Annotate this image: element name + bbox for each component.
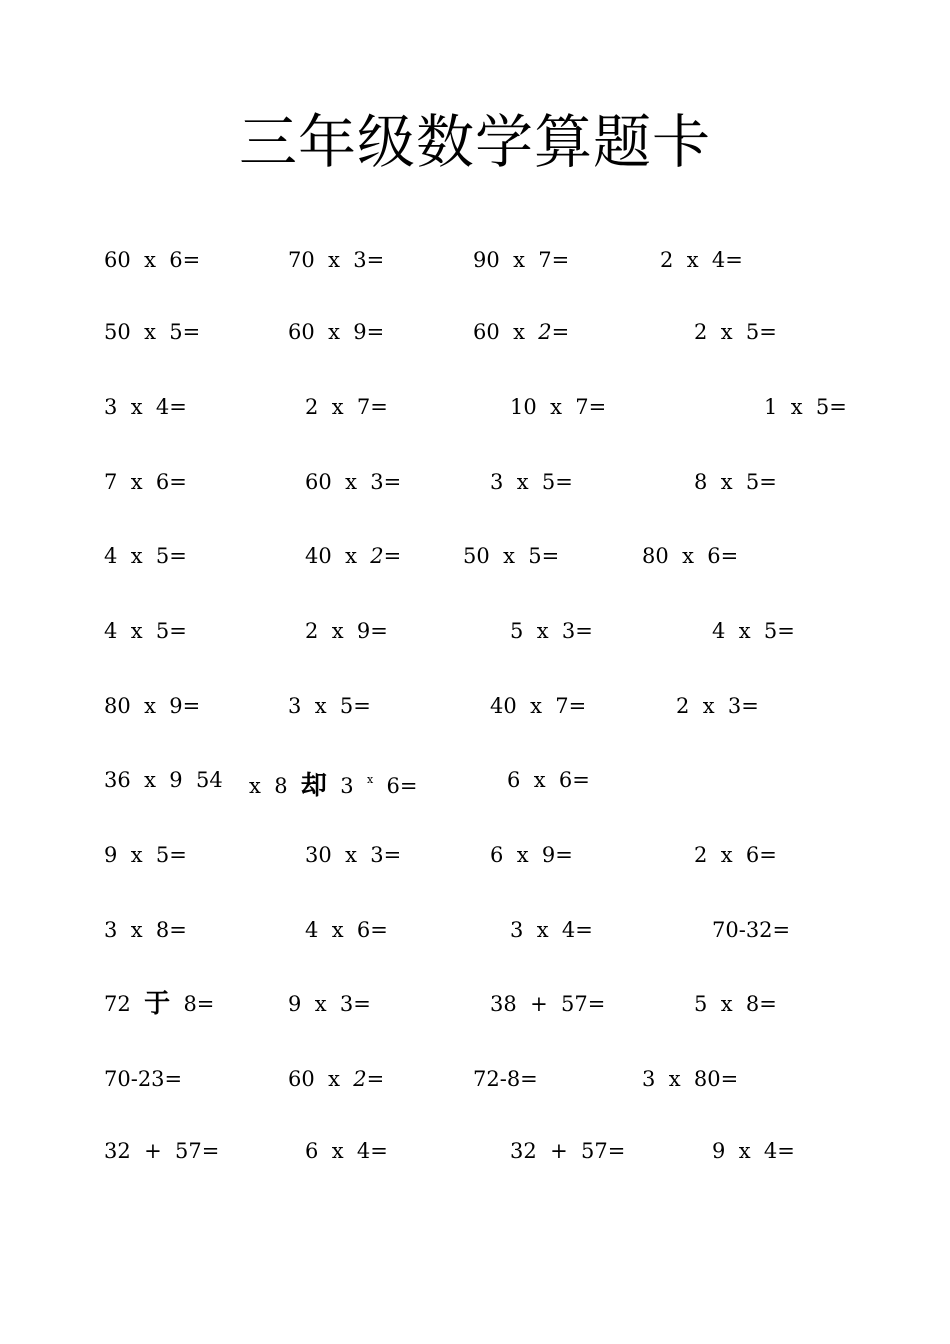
problem: 2 x 7=	[305, 395, 388, 419]
problem: 10 x 7=	[510, 395, 607, 419]
problem: 1 x 5=	[764, 395, 847, 419]
problem: 9 x 4=	[712, 1139, 795, 1163]
problem: 6 x 9=	[490, 843, 573, 867]
problem: 72-8=	[473, 1067, 538, 1091]
problem: 3 x 5=	[490, 470, 573, 494]
problem: 4 x 5=	[104, 619, 187, 643]
problem: 70-23=	[104, 1067, 183, 1091]
problem-text-italic: 2=	[538, 320, 570, 344]
problem: 40 x 7=	[490, 694, 587, 718]
page-title: 三年级数学算题卡	[238, 108, 711, 176]
problem: 4 x 5=	[104, 544, 187, 568]
problem: 90 x 7=	[473, 248, 570, 272]
problem: 60 x 6=	[104, 248, 201, 272]
problem: 80 x 6=	[642, 544, 739, 568]
problem: 70-32=	[712, 918, 791, 942]
problem: 4 x 6=	[305, 918, 388, 942]
problem: 70 x 3=	[288, 248, 385, 272]
problem-text-italic: 2=	[370, 544, 402, 568]
problem: 6 x 4=	[305, 1139, 388, 1163]
problem	[305, 542, 401, 570]
problem: 4 x 5=	[712, 619, 795, 643]
problem-text: 40 x	[305, 544, 371, 568]
problem: 36 x 9 54	[104, 768, 223, 792]
problem: 80 x 9=	[104, 694, 201, 718]
problem-text: 3	[326, 774, 367, 798]
problem: 2 x 3=	[676, 694, 759, 718]
problem	[104, 318, 200, 346]
problem-text: 50 x 5=	[104, 320, 201, 344]
problem: 5 x 3=	[510, 619, 593, 643]
problem: 3 x 80=	[642, 1067, 739, 1091]
problem-text: 8=	[170, 992, 215, 1016]
problem	[473, 318, 569, 346]
problem-glyph: 却	[300, 771, 327, 801]
problem: 32 + 57=	[510, 1139, 626, 1163]
problem: 3 x 4=	[104, 395, 187, 419]
problem-text: 6=	[373, 774, 418, 798]
problem: 2 x 4=	[660, 248, 743, 272]
problem: 60 x 3=	[305, 470, 402, 494]
problem: 7 x 6=	[104, 470, 187, 494]
problem: 6 x 6=	[507, 768, 590, 792]
problem-text: 72	[104, 992, 145, 1016]
problem: 9 x 5=	[104, 843, 187, 867]
problem	[249, 766, 418, 801]
problem: 2 x 9=	[305, 619, 388, 643]
problem-text: 60 x 9=	[288, 320, 385, 344]
problem: 3 x 4=	[510, 918, 593, 942]
problem: 9 x 3=	[288, 992, 371, 1016]
problem-sup: x	[366, 773, 374, 786]
problem-text-italic: 2=	[353, 1067, 385, 1091]
problem: 3 x 8=	[104, 918, 187, 942]
problem	[288, 318, 384, 346]
problem	[288, 1065, 384, 1093]
problem: 5 x 8=	[694, 992, 777, 1016]
problem-text: x 8	[249, 774, 301, 798]
problem: 50 x 5=	[463, 544, 560, 568]
problem: 38 + 57=	[490, 992, 606, 1016]
problem: 30 x 3=	[305, 843, 402, 867]
problem-text: 60 x	[473, 320, 539, 344]
problem: 8 x 5=	[694, 470, 777, 494]
problem: 2 x 5=	[694, 320, 777, 344]
problem	[104, 990, 214, 1018]
problem-glyph: 于	[144, 989, 171, 1019]
problem: 2 x 6=	[694, 843, 777, 867]
problem: 3 x 5=	[288, 694, 371, 718]
problem: 32 + 57=	[104, 1139, 220, 1163]
problem-text: 60 x	[288, 1067, 354, 1091]
